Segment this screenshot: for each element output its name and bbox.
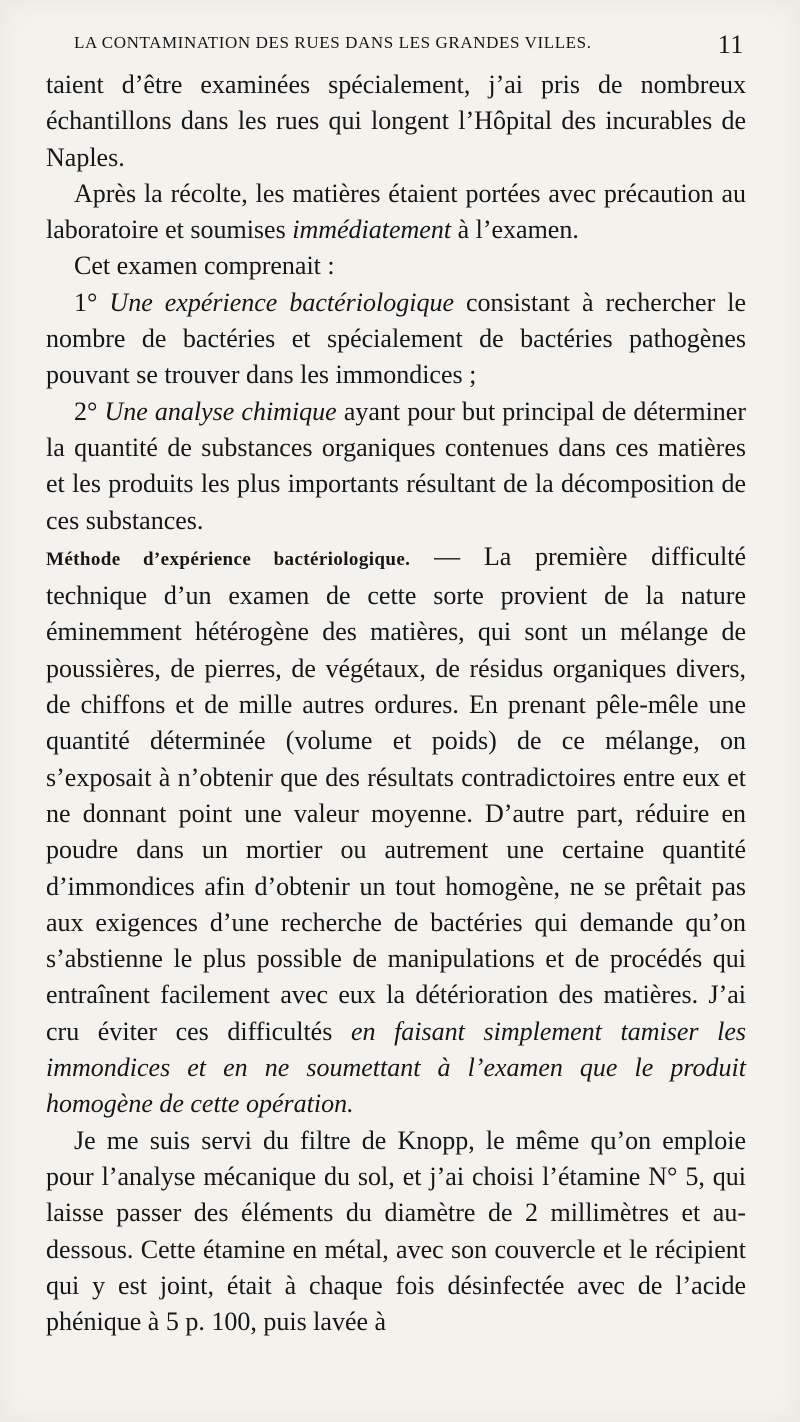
paragraph-exam-intro bbox=[46, 248, 746, 284]
text-run: Après la récolte, les matières étaient portées avec précaution au laboratoire et soumises bbox=[46, 178, 746, 245]
text-run: ayant pour but principal de déterminer la quantité de substances organiques contenues dans ces matières et les produits les plus importants résultant de la décomposition de ces substances. bbox=[46, 396, 747, 535]
paragraph-filter bbox=[46, 1123, 746, 1341]
paragraph-method bbox=[46, 539, 746, 1123]
italic-run: Une expérience bactériologique bbox=[109, 287, 454, 317]
page-number: 11 bbox=[717, 30, 744, 59]
paragraph-continuation bbox=[46, 67, 746, 176]
text-run: Je me suis servi du filtre de Knopp, le même qu’on emploie pour l’analyse mécanique du sol, et j’ai choisi l’étamine N° 5, qui laisse passer des éléments du diamètre de 2 millimètres et au-dessous. Cette étamine en métal, avec son couvercle et le récipient qui y est joint, était à chaque fois désinfectée avec de l’acide phénique à 5 p. 100, puis lavée à bbox=[46, 1125, 746, 1337]
page-header bbox=[74, 30, 744, 63]
text-run: taient d’être examinées spécialement, j’ai pris de nombreux échantillons dans les rues qui longent l’Hôpital des incurables de Naples. bbox=[46, 70, 746, 172]
italic-run: immédiatement bbox=[292, 215, 452, 245]
text-run: — La première difficulté technique d’un examen de cette sorte provient de la nature éminemment hétérogène des matières, qui sont un mélange de poussières, de pierres, de végétaux, de résidus organiques divers, de chiffons et de mille autres ordures. En prenant pêle-mêle une quantité déterminée (volume et poids) de ce mélange, on s’exposait à n’obtenir que des résultats contradictoires entre eux et ne donnant point une valeur moyenne. D’autre part, réduire en poudre dans un mortier ou autrement une certaine quantité d’immondices afin d’obtenir un tout homogène, ne se prêtait pas aux exigences d’une recherche de bactéries qui demande qu’on s’abstienne le plus possible de manipulations et de procédés qui entraînent facilement avec eux la détérioration des matières. J’ai cru éviter ces difficultés bbox=[46, 541, 746, 1046]
page-body bbox=[46, 67, 746, 1340]
item-number: 1° bbox=[74, 287, 110, 317]
text-run: Cet examen comprenait : bbox=[74, 251, 335, 281]
text-run: consistant à rechercher le nombre de bactéries et spécialement de bactéries pathogènes pouvant se trouver dans les immondices ; bbox=[46, 287, 747, 390]
text-run: à l’examen. bbox=[451, 215, 579, 245]
paragraph-item-2 bbox=[46, 394, 746, 539]
paragraph-collection bbox=[46, 176, 746, 249]
section-heading: Méthode d’expérience bactériologique. bbox=[46, 548, 411, 570]
running-title: LA CONTAMINATION DES RUES DANS LES GRANDES VILLES. bbox=[74, 33, 592, 52]
paragraph-item-1 bbox=[46, 285, 746, 394]
italic-run: Une analyse chimique bbox=[104, 396, 337, 426]
italic-run: en faisant simplement tamiser les immondices et en ne soumettant à l’examen que le produit homogène de cette opération. bbox=[46, 1016, 746, 1119]
item-number: 2° bbox=[74, 396, 105, 426]
